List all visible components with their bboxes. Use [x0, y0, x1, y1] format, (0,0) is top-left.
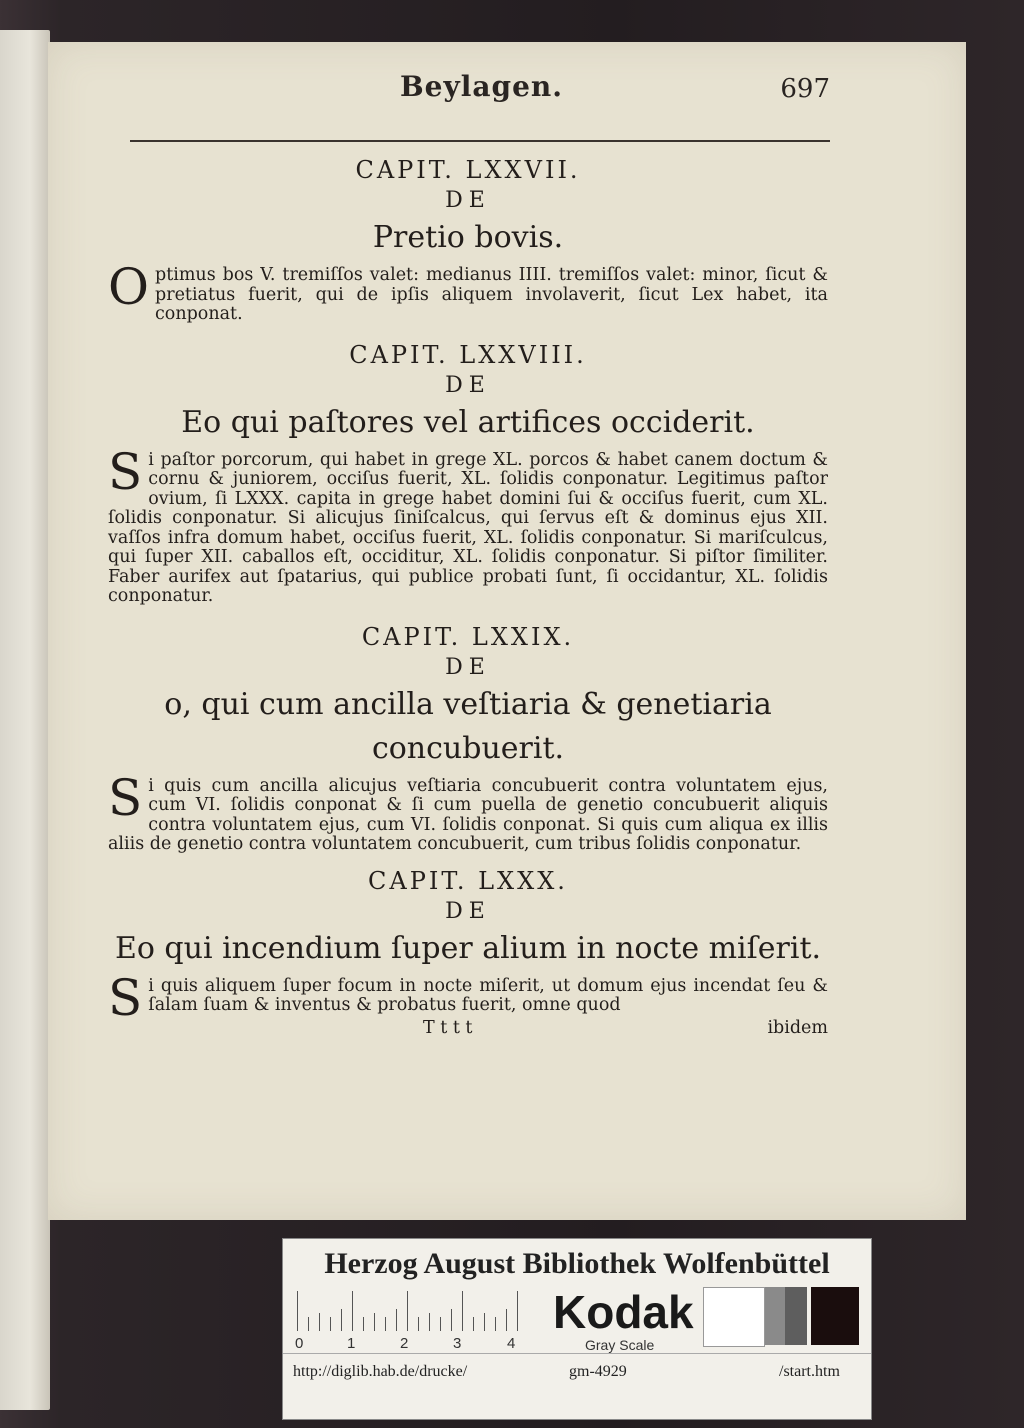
de-heading: DE [445, 372, 491, 398]
text-block [108, 150, 828, 1040]
section-paragraph [108, 258, 828, 325]
page-header [60, 62, 830, 112]
signature-mark: T t t t [423, 1017, 473, 1038]
capit-heading: CAPIT. LXXVII. [355, 156, 581, 184]
section-title: o, qui cum ancilla veſtiaria & genetiaria concubuerit. [164, 686, 772, 766]
section-title: Pretio bovis. [372, 220, 564, 255]
gray-swatch-dark [785, 1287, 807, 1345]
gray-swatch-white [703, 1287, 765, 1347]
capit-heading: CAPIT. LXXX. [368, 866, 568, 895]
section-capit-79 [108, 621, 828, 855]
catchword: ibidem [767, 1017, 828, 1038]
gray-swatch-mid [765, 1287, 785, 1345]
paragraph-text: i quis cum ancilla alicujus veſtiaria concubuerit contra voluntatem ejus, cum VI. ſolidis conponat & ſi cum puella de genetio concubuerit aliquis contra voluntatem ejus, cum VI. ſolidis conponat. Si quis cum aliqua ex illis aliis de genetio contra voluntatem concubuerit, cum tribus ſolidis conponatur. [108, 775, 828, 854]
ruler-number: 3 [453, 1335, 462, 1352]
drop-initial: S [108, 768, 143, 827]
capit-heading: CAPIT. LXXVIII. [349, 340, 587, 369]
kodak-logo: Kodak [553, 1286, 694, 1338]
shelfmark: gm-4929 [569, 1363, 627, 1380]
drop-initial: S [108, 968, 143, 1027]
url-right: /start.htm [779, 1363, 840, 1380]
color-target-card [282, 1238, 872, 1420]
page-footer-row [108, 1018, 828, 1040]
target-divider [283, 1353, 871, 1354]
drop-initial: S [108, 442, 143, 501]
gray-swatch-black [811, 1287, 859, 1345]
url-left: http://diglib.hab.de/drucke/ [293, 1363, 468, 1380]
library-name: Herzog August Bibliothek Wolfenbüttel [324, 1247, 830, 1280]
section-title: Eo qui incendium ſuper alium in nocte miſerit. [114, 930, 822, 966]
de-heading: DE [445, 898, 491, 924]
section-title: Eo qui paſtores vel artifices occiderit. [181, 404, 755, 440]
ruler-number: 4 [507, 1335, 516, 1352]
section-paragraph [108, 768, 828, 855]
section-capit-80 [108, 865, 828, 1027]
ruler-number: 0 [295, 1335, 304, 1352]
ruler-number: 1 [347, 1335, 356, 1352]
section-paragraph [108, 442, 828, 607]
ruler-number: 2 [400, 1335, 409, 1352]
paragraph-text: ptimus bos V. tremiſſos valet: medianus IIII. tremiſſos valet: minor, ſicut & pretiatus fuerit, qui de ipſis aliquem involaverit, ſicut Lex habet, ita conponat. [155, 265, 828, 324]
page-number: 697 [780, 74, 830, 104]
section-paragraph [108, 968, 828, 1027]
paragraph-text: i paſtor porcorum, qui habet in grege XL. porcos & habet canem doctum & cornu & juniorem, occiſus fuerit, XL. ſolidis conponatur. Legitimus paſtor ovium, ſi LXXX. capita in grege habet domini ſui & occiſus fuerit, cum XL. ſolidis conponatur. Si alicujus ſiniſcalcus, qui ſervus eſt & dominus ejus XII. vaſſos infra domum habet, occiſus fuerit, XL. ſolidis conponatur. Si mariſculcus, qui ſuper XII. caballos eſt, occiditur, XL. ſolidis conponatur. Si piſtor ſimiliter. Faber aurifex aut ſpatarius, qui publice probati ſunt, ſi occidantur, XL. ſolidis conponatur. [108, 449, 828, 606]
ruler-scale [297, 1291, 519, 1331]
running-head: Beylagen. [400, 70, 564, 103]
capit-heading: CAPIT. LXXIX. [361, 622, 575, 651]
paragraph-text: i quis aliquem ſuper focum in nocte miſerit, ut domum ejus incendat ſeu & ſalam ſuam & inventus & probatus fuerit, omne quod [148, 975, 828, 1015]
section-capit-78 [108, 339, 828, 607]
grayscale-label: Gray Scale [585, 1337, 655, 1353]
previous-page-edge [0, 30, 50, 1410]
de-heading: DE [445, 188, 491, 213]
section-capit-77 [108, 154, 828, 325]
header-rule [130, 140, 830, 142]
de-heading: DE [445, 654, 491, 680]
drop-initial: O [108, 258, 149, 316]
